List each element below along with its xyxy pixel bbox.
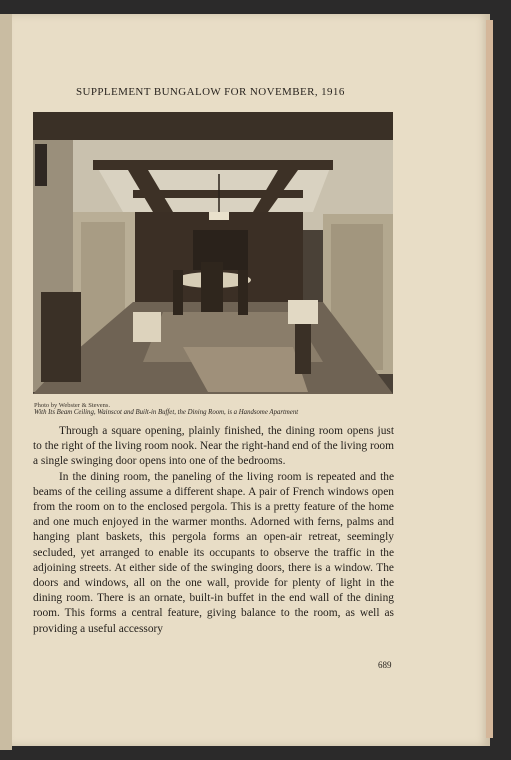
page-number: 689	[378, 660, 392, 670]
article-body	[33, 424, 394, 637]
page-header: SUPPLEMENT BUNGALOW FOR NOVEMBER, 1916	[76, 86, 345, 98]
left-page-edge	[0, 14, 12, 750]
photo-credit: Photo by Webster & Stevens.	[34, 402, 111, 409]
paragraph: Through a square opening, plainly finished, the dining room opens just to the right of the living room nook. Near the right-hand end of the living room a single swinging door opens into one of the bedrooms.	[33, 425, 394, 468]
dining-room-photo	[33, 112, 393, 394]
paragraph: In the dining room, the paneling of the living room is repeated and the beams of the ceiling assume a different shape. A pair of French windows open from the room on to the enclosed pergola. This is a pretty feature of the home and one much enjoyed in the warmer months. Adorned with ferns, palms and hanging plant baskets, this pergola forms an open-air retreat, seemingly secluded, yet arranged to enable its occupants to observe the traffic in the adjoining streets. At either side of the swinging doors, there is a window. The doors and windows, all on the one wall, provide for plenty of light in the dining room. There is an ornate, built-in buffet in the end wall of the dining room. This forms a central feature, giving balance to the room, as well as providing a useful accessory	[33, 470, 394, 635]
photo-caption: With Its Beam Ceiling, Wainscot and Built-in Buffet, the Dining Room, is a Handsome Apartment	[34, 409, 299, 416]
page-right-edge	[486, 20, 493, 738]
